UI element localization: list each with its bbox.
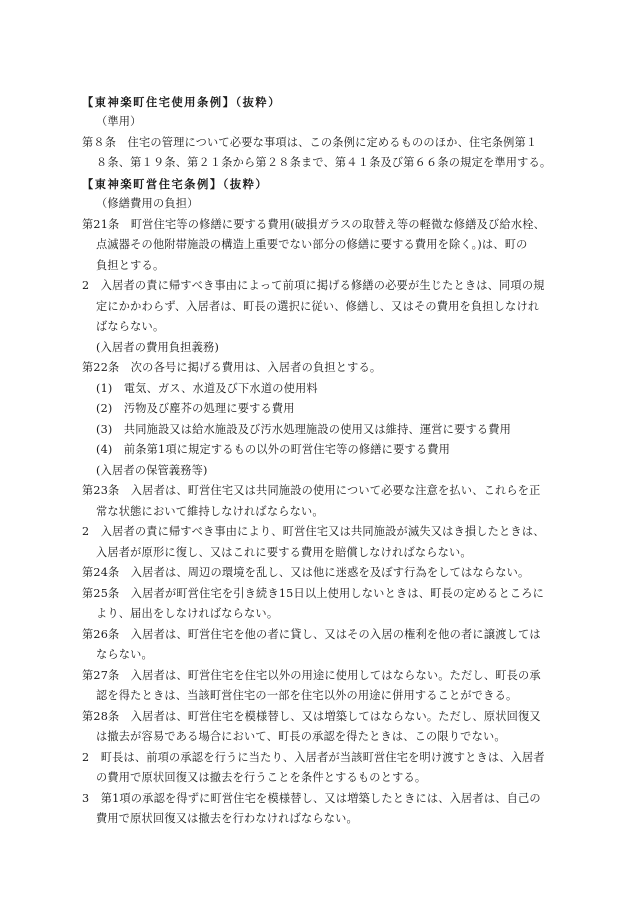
- article-caption: （準用）: [96, 115, 142, 128]
- article-caption: （修繕費用の負担）: [96, 197, 199, 210]
- paragraph-text: 入居者が原形に復し、又はこれに要する費用を賠償しなければならない。: [96, 546, 472, 559]
- article-text: 第21条 町営住宅等の修繕に要する費用(破損ガラスの取替え等の軽微な修繕及び給水栓、: [82, 218, 545, 231]
- list-item: (3) 共同施設又は給水施設及び汚水処理施設の使用又は維持、運営に要する費用: [96, 423, 512, 436]
- article-text: は撤去が容易である場合において、町長の承認を得たときは、この限りでない。: [96, 730, 506, 743]
- section-title-municipal-housing-ordinance: 【東神楽町営住宅条例】（抜粋）: [82, 177, 269, 191]
- article-text: 第27条 入居者は、町営住宅を住宅以外の用途に使用してはならない。ただし、町長の承: [82, 669, 541, 682]
- article-text: 点滅器その他附帯施設の構造上重要でない部分の修繕に要する費用を除く。)は、町の: [96, 238, 528, 251]
- article-text: 認を得たときは、当該町営住宅の一部を住宅以外の用途に併用することができる。: [96, 689, 518, 702]
- article-text: 第24条 入居者は、周辺の環境を乱し、又は他に迷惑を及ぼす行為をしてはならない。: [82, 566, 530, 579]
- article-text: 第28条 入居者は、町営住宅を模様替し、又は増築してはならない。ただし、原状回復又: [82, 710, 541, 723]
- article-caption: (入居者の保管義務等): [96, 464, 208, 477]
- article-text: 常な状態において維持しなければならない。: [96, 505, 324, 518]
- article-text: 第８条 住宅の管理について必要な事項は、この条例に定めるもののほか、住宅条例第１: [82, 136, 538, 149]
- article-text: 第26条 入居者は、町営住宅を他の者に貸し、又はその入居の権利を他の者に譲渡しては: [82, 628, 541, 641]
- article-text: 第22条 次の各号に掲げる費用は、入居者の負担とする。: [82, 361, 382, 374]
- article-text: 第23条 入居者は、町営住宅又は共同施設の使用について必要な注意を払い、これらを正: [82, 484, 541, 497]
- list-item: (2) 汚物及び塵芥の処理に要する費用: [96, 402, 295, 415]
- article-text: 第25条 入居者が町営住宅を引き続き15日以上使用しないときは、町長の定めるところに: [82, 587, 544, 600]
- list-item: (4) 前条第1項に規定するもの以外の町営住宅等の修繕に要する費用: [96, 443, 451, 456]
- section-title-housing-use-ordinance: 【東神楽町住宅使用条例】（抜粋）: [82, 95, 282, 109]
- paragraph-text: ばならない。: [96, 320, 165, 333]
- article-text: ならない。: [96, 648, 153, 661]
- article-text: より、届出をしなければならない。: [96, 607, 279, 620]
- paragraph-text: 2 入居者の責に帰すべき事由により、町営住宅又は共同施設が滅失又はき損したときは、: [82, 525, 545, 538]
- paragraph-text: 3 第1項の承認を得ずに町営住宅を模様替し、又は増築したときには、入居者は、自己の: [82, 792, 541, 805]
- list-item: (1) 電気、ガス、水道及び下水道の使用料: [96, 382, 318, 395]
- paragraph-text: 定にかかわらず、入居者は、町長の選択に従い、修繕し、又はその費用を負担しなけれ: [96, 300, 540, 313]
- paragraph-text: 費用で原状回復又は撤去を行わなければならない。: [96, 812, 358, 825]
- paragraph-text: 2 町長は、前項の承認を行うに当たり、入居者が当該町営住宅を明け渡すときは、入居者: [82, 751, 545, 764]
- article-text: 負担とする。: [96, 259, 165, 272]
- paragraph-text: 2 入居者の責に帰すべき事由によって前項に掲げる修繕の必要が生じたときは、同項の規: [82, 279, 545, 292]
- paragraph-text: の費用で原状回復又は撤去を行うことを条件とするものとする。: [96, 771, 427, 784]
- article-text: ８条、第１９条、第２１条から第２８条まで、第４１条及び第６６条の規定を準用する。: [96, 156, 552, 169]
- article-caption: (入居者の費用負担義務): [96, 341, 220, 354]
